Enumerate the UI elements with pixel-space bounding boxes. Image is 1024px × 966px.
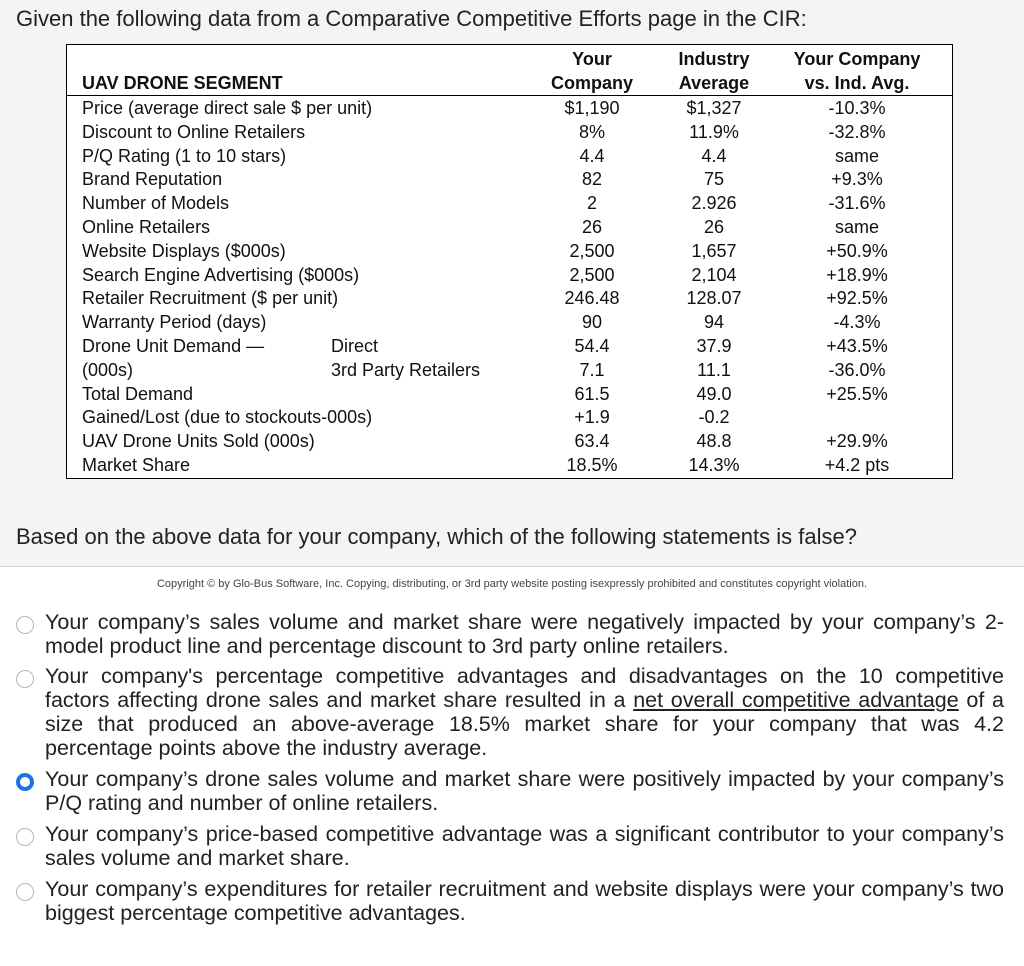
vs-industry-value: -32.8% bbox=[828, 121, 886, 142]
your-company-value: 2,500 bbox=[569, 264, 615, 285]
table-row bbox=[67, 120, 952, 144]
table-row bbox=[67, 239, 952, 263]
copyright-notice: Copyright © by Glo-Bus Software, Inc. Copying, distributing, or 3rd party website posting isexpressly prohibited and constitutes copyright violation. bbox=[156, 578, 867, 590]
industry-average-value: 48.8 bbox=[696, 431, 732, 452]
your-company-value: $1,190 bbox=[564, 98, 620, 118]
col-industry-average-line2: Average bbox=[678, 73, 750, 93]
row-label: Number of Models bbox=[82, 193, 230, 214]
question-intro: Given the following data from a Comparative Competitive Efforts page in the CIR: bbox=[16, 6, 807, 31]
your-company-value: 2,500 bbox=[569, 240, 615, 261]
industry-average-value: 26 bbox=[703, 217, 725, 237]
row-label: Warranty Period (days) bbox=[82, 312, 267, 333]
vs-industry-value: +43.5% bbox=[826, 336, 888, 356]
vs-industry-value: +25.5% bbox=[826, 383, 888, 404]
table-row bbox=[67, 429, 952, 453]
table-row bbox=[67, 382, 952, 406]
vs-industry-value: -10.3% bbox=[828, 98, 886, 118]
answer-option-text: Your company’s price-based competitive advantage was a significant contributor to your company’s sales volume and market share. bbox=[45, 822, 1004, 870]
your-company-value: +1.9 bbox=[574, 407, 610, 428]
vs-industry-value: +29.9% bbox=[826, 431, 888, 452]
table-row bbox=[67, 215, 952, 239]
industry-average-value: -0.2 bbox=[698, 407, 730, 428]
table-row bbox=[67, 310, 952, 334]
table-row bbox=[67, 96, 952, 120]
row-label: Gained/Lost (due to stockouts-000s) bbox=[82, 407, 373, 428]
table-row bbox=[67, 191, 952, 215]
table-row bbox=[67, 453, 952, 477]
row-label: P/Q Rating (1 to 10 stars) bbox=[82, 145, 287, 166]
row-label: Market Share bbox=[82, 455, 191, 475]
row-label: Search Engine Advertising ($000s) bbox=[82, 264, 360, 285]
radio-button[interactable] bbox=[16, 670, 34, 688]
your-company-value: 7.1 bbox=[579, 359, 605, 380]
table-row bbox=[67, 334, 952, 358]
row-label: Online Retailers bbox=[82, 217, 211, 237]
comparative-efforts-table bbox=[66, 44, 953, 479]
row-label: Discount to Online Retailers bbox=[82, 121, 306, 142]
col-vs-industry-line2: vs. Ind. Avg. bbox=[804, 73, 910, 93]
vs-industry-value: +18.9% bbox=[826, 264, 888, 285]
vs-industry-value: -36.0% bbox=[828, 359, 886, 380]
your-company-value: 82 bbox=[581, 169, 603, 190]
table-row bbox=[67, 286, 952, 310]
vs-industry-value: +50.9% bbox=[826, 240, 888, 261]
answer-option-text: Your company’s expenditures for retailer recruitment and website displays were your company’s two biggest percentage competitive advantages. bbox=[45, 877, 1004, 925]
industry-average-value: 2,104 bbox=[691, 264, 737, 285]
radio-button[interactable] bbox=[16, 828, 34, 846]
industry-average-value: 128.07 bbox=[686, 288, 742, 309]
row-label: (000s) bbox=[82, 359, 134, 380]
industry-average-value: 94 bbox=[703, 312, 725, 333]
vs-industry-value: -4.3% bbox=[833, 312, 881, 333]
your-company-value: 18.5% bbox=[566, 455, 618, 475]
your-company-value: 8% bbox=[578, 121, 605, 142]
answer-option-text bbox=[45, 664, 1004, 760]
row-label: Drone Unit Demand — bbox=[82, 336, 265, 356]
vs-industry-value: same bbox=[834, 145, 879, 166]
table-row bbox=[67, 263, 952, 287]
row-label: Brand Reputation bbox=[82, 169, 223, 190]
row-label: Retailer Recruitment ($ per unit) bbox=[82, 288, 339, 309]
your-company-value: 54.4 bbox=[574, 336, 610, 356]
row-sublabel: 3rd Party Retailers bbox=[331, 359, 481, 380]
your-company-value: 61.5 bbox=[574, 383, 610, 404]
question-prompt: Based on the above data for your company, which of the following statements is false? bbox=[16, 524, 857, 549]
your-company-value: 4.4 bbox=[579, 145, 605, 166]
radio-button-selected[interactable] bbox=[16, 773, 34, 791]
table-row bbox=[67, 167, 952, 191]
table-row bbox=[67, 144, 952, 168]
industry-average-value: 75 bbox=[703, 169, 725, 190]
your-company-value: 2 bbox=[586, 193, 597, 214]
industry-average-value: 49.0 bbox=[696, 383, 732, 404]
row-label: Website Displays ($000s) bbox=[82, 240, 286, 261]
row-label: Price (average direct sale $ per unit) bbox=[82, 98, 373, 118]
industry-average-value: 2.926 bbox=[691, 193, 737, 214]
vs-industry-value: +9.3% bbox=[831, 169, 883, 190]
industry-average-value: 37.9 bbox=[696, 336, 732, 356]
col-industry-average-line1: Industry bbox=[678, 49, 750, 69]
row-label: UAV Drone Units Sold (000s) bbox=[82, 431, 315, 452]
your-company-value: 90 bbox=[581, 312, 603, 333]
your-company-value: 26 bbox=[581, 217, 603, 237]
vs-industry-value: -31.6% bbox=[828, 193, 886, 214]
col-your-company-line2: Company bbox=[550, 73, 633, 93]
row-sublabel: Direct bbox=[331, 336, 379, 356]
your-company-value: 246.48 bbox=[564, 288, 620, 309]
industry-average-value: 4.4 bbox=[701, 145, 727, 166]
industry-average-value: 14.3% bbox=[688, 455, 740, 475]
answer-option-text: Your company’s drone sales volume and market share were positively impacted by your company’s P/Q rating and number of online retailers. bbox=[45, 767, 1004, 815]
col-your-company-line1: Your bbox=[572, 49, 612, 69]
underlined-phrase: net overall competitive advantage bbox=[633, 688, 959, 712]
answer-option-text: Your company’s sales volume and market share were negatively impacted by your company’s 2-model product line and percentage discount to 3rd party online retailers. bbox=[45, 610, 1004, 658]
col-vs-industry-line1: Your Company bbox=[793, 49, 921, 69]
radio-button[interactable] bbox=[16, 616, 34, 634]
industry-average-value: 1,657 bbox=[691, 240, 737, 261]
answer-text-part: of a size that produced an above-average 18.5% market share for your company that was 4.2 percentage points above the industry average. bbox=[45, 688, 1004, 760]
industry-average-value: 11.1 bbox=[697, 359, 731, 380]
row-label: Total Demand bbox=[82, 383, 194, 404]
segment-title: UAV DRONE SEGMENT bbox=[82, 73, 283, 93]
radio-button[interactable] bbox=[16, 883, 34, 901]
vs-industry-value: +4.2 pts bbox=[824, 455, 890, 475]
table-row bbox=[67, 358, 952, 382]
industry-average-value: $1,327 bbox=[686, 98, 742, 118]
industry-average-value: 11.9% bbox=[689, 121, 739, 142]
vs-industry-value: same bbox=[834, 217, 879, 237]
vs-industry-value: +92.5% bbox=[826, 288, 888, 309]
your-company-value: 63.4 bbox=[574, 431, 610, 452]
table-row bbox=[67, 405, 952, 429]
section-divider bbox=[0, 566, 1024, 567]
answer-text-part: Your company's percentage competitive advantages and disadvantages on the 10 competitive factors affecting drone sales and market share resulted in a bbox=[45, 664, 1004, 712]
